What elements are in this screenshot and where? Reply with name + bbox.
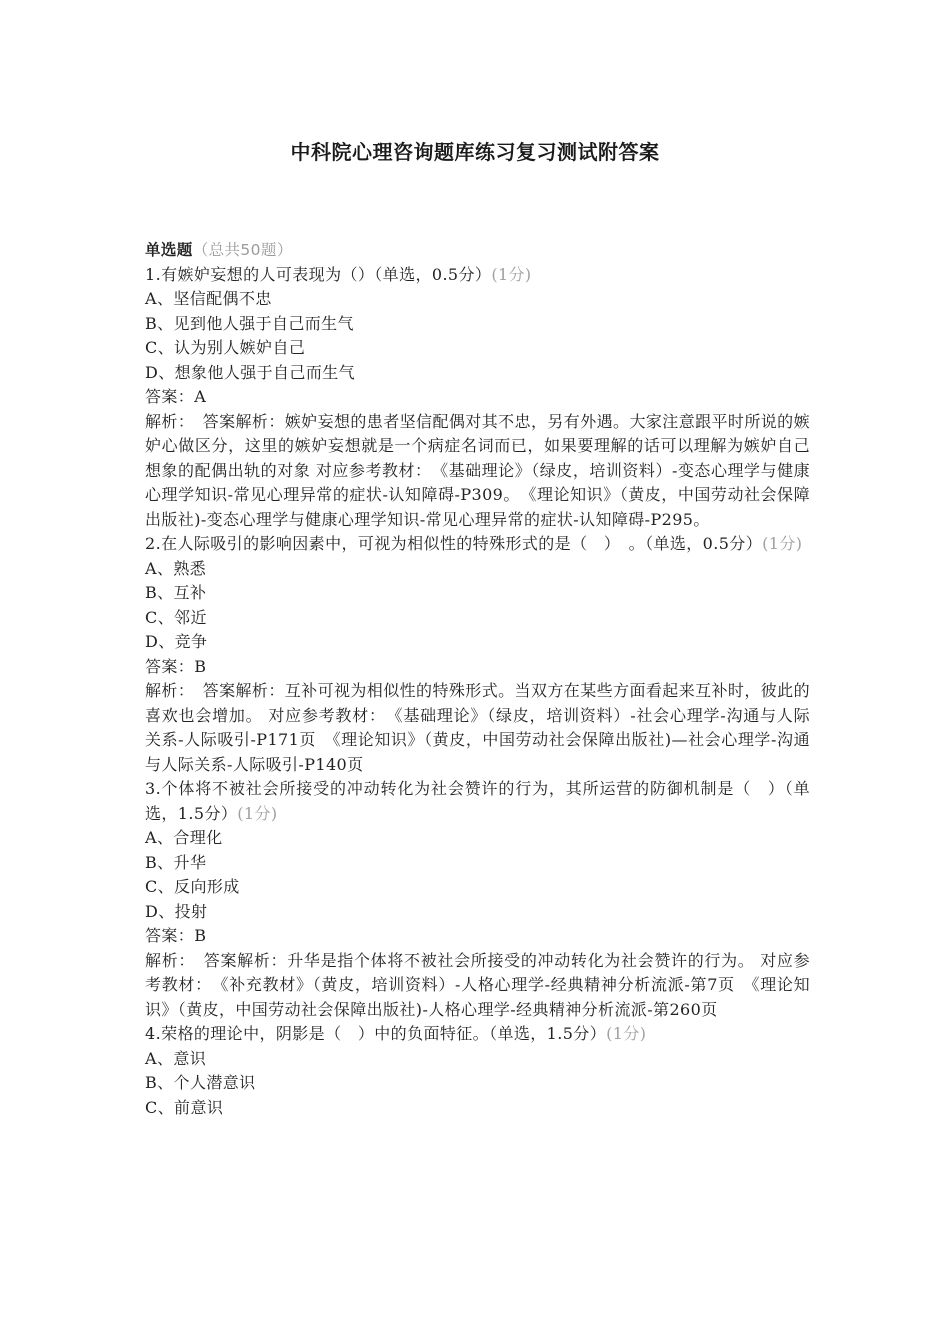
section-label: 单选题: [145, 241, 193, 259]
option-c: C、认为别人嫉妒自己: [145, 338, 306, 357]
option-a: A、意识: [145, 1048, 207, 1068]
option-c: C、前意识: [145, 1097, 224, 1117]
section-heading: [145, 238, 810, 263]
option-a: A、熟悉: [145, 558, 207, 578]
question-score: (1分): [762, 534, 803, 553]
analysis: 解析： 答案解析：升华是指个体将不被社会所接受的冲动转化为社会赞许的行为。 对应参考教材： 《补充教材》（黄皮，培训资料）-人格心理学-经典精神分析流派-第7页 《理论知识》（黄皮，中国劳动社会保障出版社)-人格心理学-经典精神分析流派-第260页: [145, 950, 810, 1019]
question-stem-text: 1.有嫉妒妄想的人可表现为（）（单选，0.5分）: [145, 264, 492, 284]
option-b: B、互补: [145, 583, 207, 602]
option-d: D、竞争: [145, 632, 208, 651]
option-a: A、坚信配偶不忠: [145, 289, 272, 308]
question-stem: [145, 532, 810, 557]
option-b: B、见到他人强于自己而生气: [145, 313, 354, 333]
answer: 答案：B: [145, 656, 207, 676]
option-b: B、个人潜意识: [145, 1073, 256, 1092]
question-3: [145, 777, 810, 1022]
option-a: A、合理化: [145, 828, 223, 847]
option-c: C、反向形成: [145, 877, 240, 896]
question-score: (1分): [491, 264, 532, 284]
question-stem: [145, 263, 810, 288]
option-c: C、邻近: [145, 607, 207, 627]
option-b: B、升华: [145, 852, 207, 872]
question-stem-text: 2.在人际吸引的影响因素中，可视为相似性的特殊形式的是（ ） 。（单选，0.5分）: [145, 534, 763, 553]
document-title: 中科院心理咨询题库练习复习测试附答案: [290, 140, 660, 164]
answer: 答案：B: [145, 926, 207, 945]
question-stem-text: 3.个体将不被社会所接受的冲动转化为社会赞许的行为，其所运营的防御机制是（ ）（单选，1.5分）: [145, 779, 810, 823]
question-1: [145, 263, 810, 533]
analysis: 解析： 答案解析：嫉妒妄想的患者坚信配偶对其不忠，另有外遇。大家注意跟平时所说的嫉妒心做区分，这里的嫉妒妄想就是一个病症名词而已，如果要理解的话可以理解为嫉妒自己想象的配偶出轨的对象 对应参考教材： 《基础理论》（绿皮，培训资料）-变态心理学与健康心理学知识-常见心理异常的症状-认知障碍-P309。 《理论知识》（黄皮，中国劳动社会保障出版社)-变态心理学与健康心理学知识-常见心理异常的症状-认知障碍-P295。: [145, 411, 810, 529]
question-list: [145, 238, 810, 1120]
question-stem-text: 4.荣格的理论中，阴影是（ ）中的负面特征。（单选，1.5分）: [145, 1024, 607, 1043]
option-d: D、投射: [145, 901, 208, 921]
question-stem: [145, 1022, 810, 1047]
question-score: (1分): [606, 1024, 647, 1043]
section-count: （总共50题）: [192, 241, 293, 259]
analysis: 解析： 答案解析：互补可视为相似性的特殊形式。当双方在某些方面看起来互补时，彼此的喜欢也会增加。 对应参考教材： 《基础理论》（绿皮，培训资料）-社会心理学-沟通与人际关系-人际吸引-P171页 《理论知识》（黄皮，中国劳动社会保障出版社)—社会心理学-沟通与人际关系-人际吸引-P140页: [145, 681, 810, 774]
question-2: [145, 532, 810, 777]
question-4: [145, 1022, 810, 1120]
question-stem: [145, 777, 810, 826]
option-d: D、想象他人强于自己而生气: [145, 362, 356, 382]
question-score: (1分): [237, 803, 278, 823]
answer: 答案：A: [145, 387, 207, 406]
